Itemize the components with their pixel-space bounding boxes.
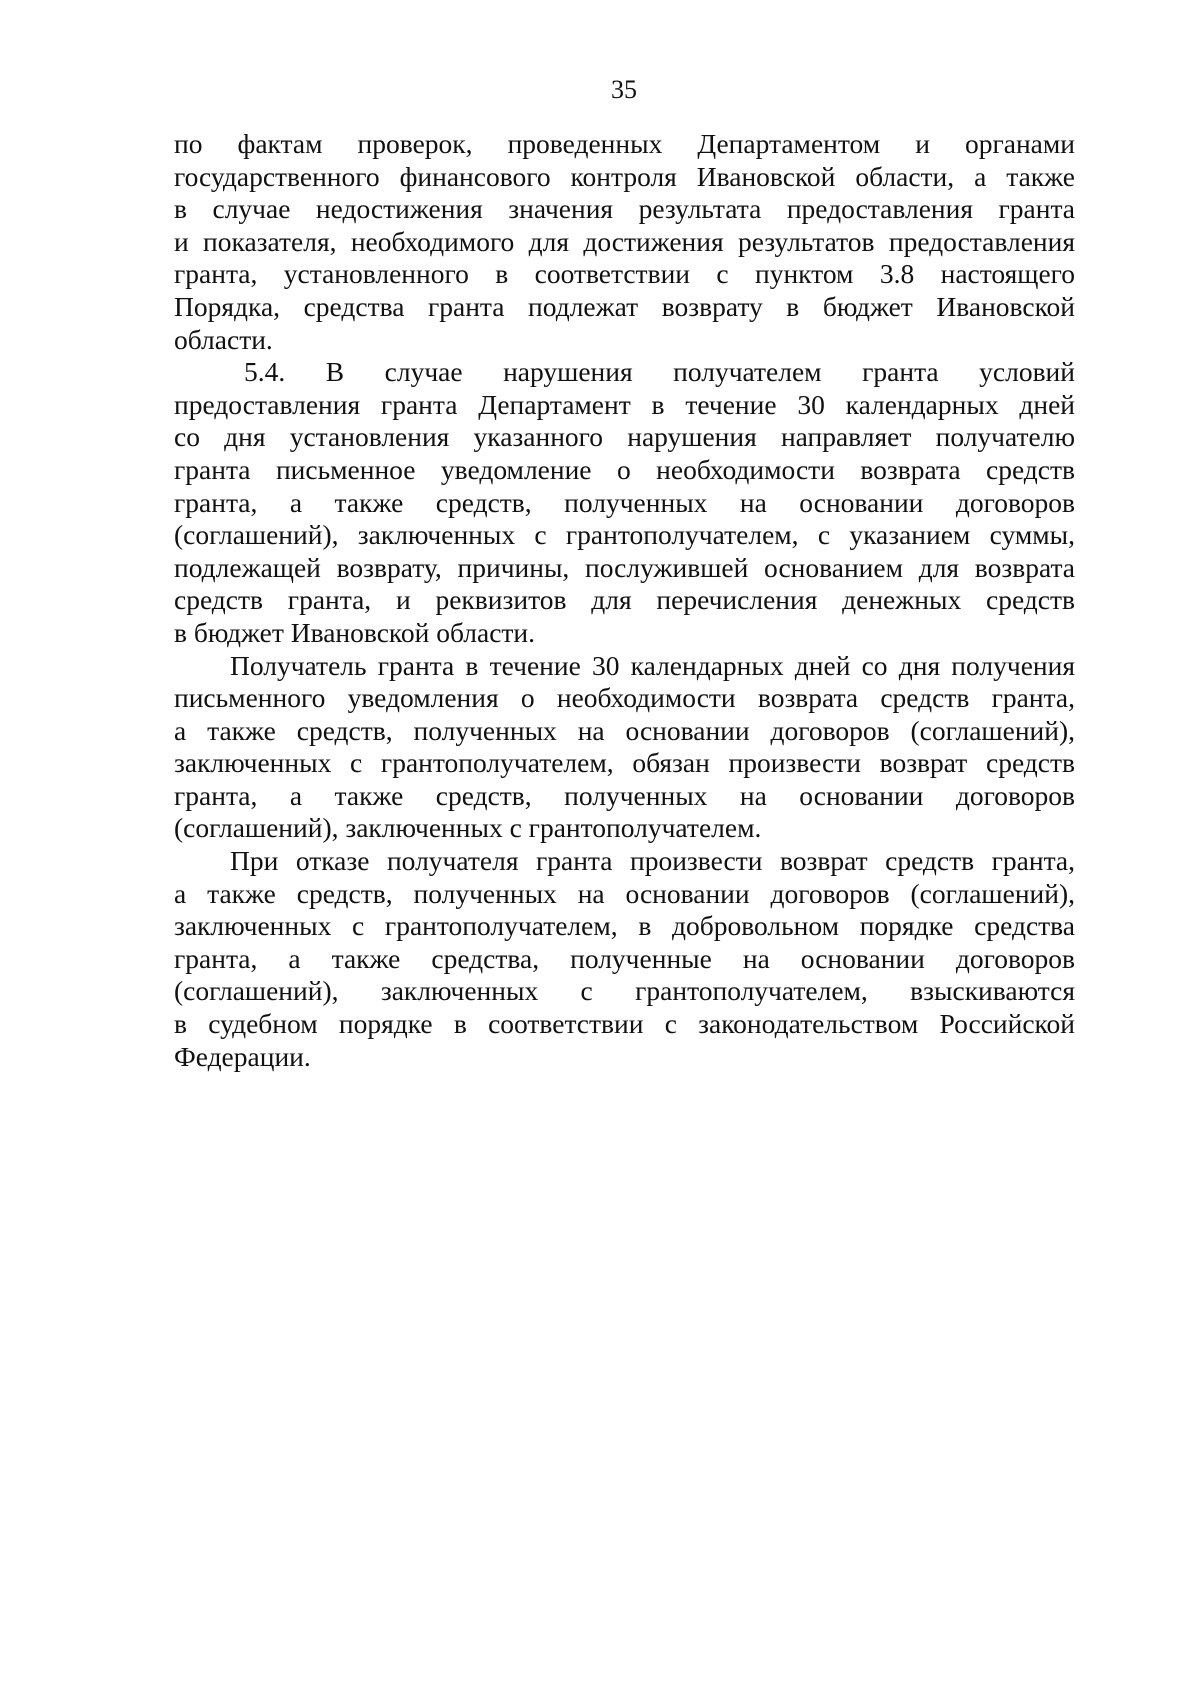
text-line: (соглашений), заключенных с грантополучателем.: [174, 812, 762, 844]
paragraph-5-4: [174, 356, 1075, 649]
text-line: (соглашений), заключенных с грантополучателем, с указанием суммы,: [174, 519, 1075, 551]
text-line: в бюджет Ивановской области.: [174, 616, 536, 648]
text-line: 5.4. В случае нарушения получателем гранта условий: [244, 356, 1075, 388]
text-line: гранта, а также средства, полученные на основании договоров: [174, 942, 1075, 974]
text-line: гранта письменное уведомление о необходимости возврата средств: [174, 453, 1075, 485]
text-line: заключенных с грантополучателем, в добровольном порядке средства: [174, 910, 1075, 942]
text-line: предоставления гранта Департамент в течение 30 календарных дней: [174, 388, 1075, 420]
paragraph-recipient-obligation: [174, 650, 1075, 846]
text-line: со дня установления указанного нарушения направляет получателю: [174, 421, 1075, 453]
text-line: а также средств, полученных на основании договоров (соглашений),: [174, 877, 1075, 909]
paragraph-refusal: [174, 845, 1075, 1073]
text-line: а также средств, полученных на основании договоров (соглашений),: [174, 714, 1075, 746]
text-line: (соглашений), заключенных с грантополучателем, взыскиваются: [174, 975, 1075, 1007]
paragraph-continuation: [174, 128, 1075, 356]
text-line: При отказе получателя гранта произвести возврат средств гранта,: [230, 845, 1075, 877]
document-body: [174, 128, 1075, 1073]
page-number: 35: [611, 75, 637, 104]
text-line: по фактам проверок, проведенных Департаментом и органами: [174, 128, 1075, 159]
text-line: заключенных с грантополучателем, обязан произвести возврат средств: [174, 747, 1075, 779]
text-line: государственного финансового контроля Ивановской области, а также: [174, 160, 1075, 192]
text-line: Получатель гранта в течение 30 календарных дней со дня получения: [230, 649, 1075, 681]
text-line: и показателя, необходимого для достижения результатов предоставления: [174, 225, 1075, 257]
text-line: Федерации.: [174, 1040, 311, 1072]
text-line: средств гранта, и реквизитов для перечисления денежных средств: [174, 584, 1075, 616]
text-line: гранта, а также средств, полученных на основании договоров: [174, 486, 1075, 518]
text-line: в случае недостижения значения результата предоставления гранта: [174, 193, 1075, 225]
text-line: Порядка, средства гранта подлежат возврату в бюджет Ивановской: [174, 290, 1075, 322]
text-line: гранта, установленного в соответствии с пунктом 3.8 настоящего: [174, 258, 1075, 290]
text-line: гранта, а также средств, полученных на основании договоров: [174, 779, 1075, 811]
text-line: в судебном порядке в соответствии с законодательством Российской: [174, 1008, 1075, 1040]
text-line: подлежащей возврату, причины, послужившей основанием для возврата: [174, 551, 1075, 583]
text-line: письменного уведомления о необходимости возврата средств гранта,: [174, 682, 1075, 714]
text-line: области.: [174, 323, 273, 355]
